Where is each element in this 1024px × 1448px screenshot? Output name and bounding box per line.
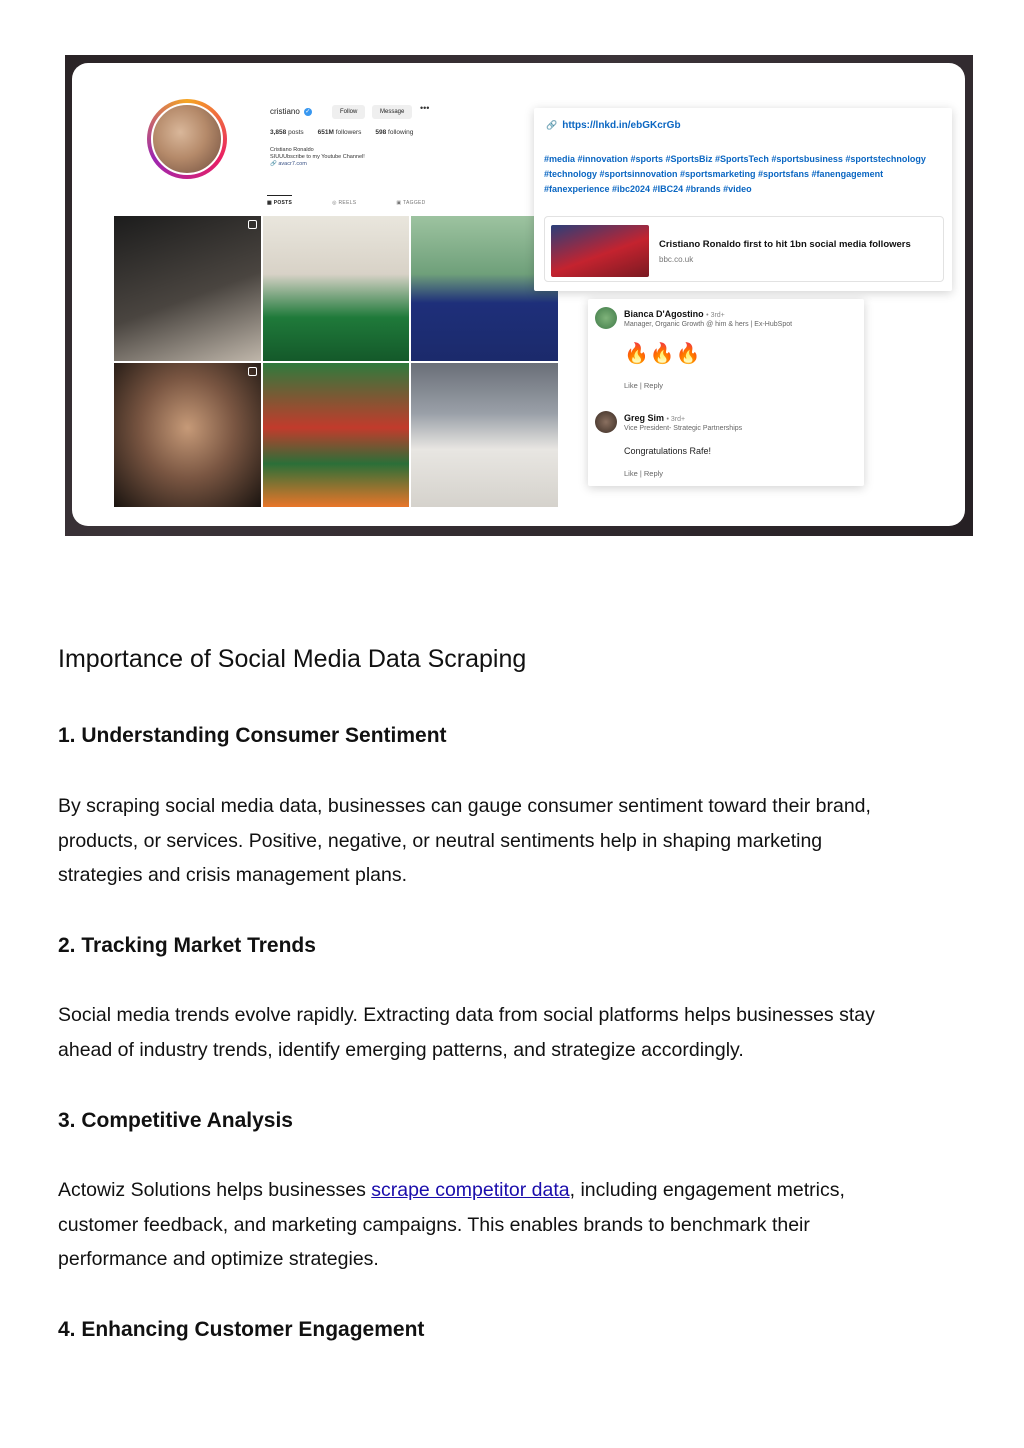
commenter-title: Vice President- Strategic Partnerships [624,425,743,432]
followers-stat: 651M followers [317,129,362,136]
posts-grid [114,216,558,507]
commenter-name: Greg Sim • 3rd+ [624,413,686,423]
bio-link[interactable]: 🔗 avacr7.com [270,161,307,167]
shared-article-card[interactable] [544,216,944,282]
link-icon: 🔗 [546,120,558,130]
post-thumbnail[interactable] [114,363,261,508]
paragraph: By scraping social media data, businesses can gauge consumer sentiment toward their brand, products, or services. Positive, negative, or neutral sentiments help in shaping marketing strategies and crisis management plans. [58,795,871,886]
reel-icon [248,220,257,229]
post-thumbnail[interactable] [263,363,410,508]
article-title: Cristiano Ronaldo first to hit 1bn social media followers [659,239,911,250]
profile-username: cristiano ✓ [270,107,311,116]
comments-card [588,299,864,486]
comment-actions[interactable]: Like | Reply [624,469,664,478]
post-hashtags[interactable]: #media #innovation #sports #SportsBiz #SportsTech #sportsbusiness #sportstechnology #technology #sportsinnovation #sportsmarketing #sportsfans #fanengagement #fanexperience #ibc2024 #IBC24 #brands #video [544,154,926,194]
message-button[interactable]: Message [372,105,412,119]
post-thumbnail[interactable] [411,363,558,508]
comment-text: 🔥🔥🔥 [624,343,702,365]
post-thumbnail[interactable] [114,216,261,361]
verified-badge-icon: ✓ [305,108,311,115]
tab-reels[interactable]: ◎ REELS [332,200,357,206]
profile-avatar [147,99,227,179]
subheading: 3. Competitive Analysis [58,1109,293,1132]
screenshot-collage [72,63,965,526]
article-thumbnail [551,225,649,277]
hero-image [65,55,973,536]
profile-tabs [267,200,426,206]
avatar [595,307,617,329]
tab-posts[interactable]: ▦ POSTS [267,195,292,206]
tab-tagged[interactable]: ▣ TAGGED [396,200,426,206]
commenter-name: Bianca D'Agostino • 3rd+ [624,309,725,319]
profile-bio: Cristiano Ronaldo SIUUUbscribe to my Youtube Channel! 🔗 avacr7.com [270,147,365,167]
subheading: 1. Understanding Consumer Sentiment [58,724,447,747]
avatar [595,411,617,433]
competitor-data-link[interactable]: scrape competitor data [371,1179,570,1201]
reel-icon [248,367,257,376]
paragraph: Actowiz Solutions helps businesses scrape competitor data, including engagement metrics, customer feedback, and marketing campaigns. This enables brands to benchmark their performance and optimize strategies. [58,1179,845,1270]
following-stat: 598 following [375,129,414,136]
comment-actions[interactable]: Like | Reply [624,381,664,390]
comment-text: Congratulations Rafe! [624,446,712,456]
profile-stats [270,129,413,136]
follow-button[interactable]: Follow [332,105,365,119]
article-source: bbc.co.uk [659,255,694,264]
post-link[interactable]: 🔗 https://lnkd.in/ebGKcrGb [546,120,681,131]
subheading: 2. Tracking Market Trends [58,934,316,957]
post-thumbnail[interactable] [263,216,410,361]
linkedin-post-card [534,108,952,291]
commenter-title: Manager, Organic Growth @ him & hers | Ex-HubSpot [624,321,793,328]
subheading: 4. Enhancing Customer Engagement [58,1318,425,1341]
more-options-icon[interactable]: ••• [420,103,430,113]
paragraph: Social media trends evolve rapidly. Extracting data from social platforms helps businesses stay ahead of industry trends, identify emerging patterns, and strategize accordingly. [58,1004,875,1061]
posts-stat: 3,858 posts [270,129,304,136]
section-heading: Importance of Social Media Data Scraping [58,645,527,673]
